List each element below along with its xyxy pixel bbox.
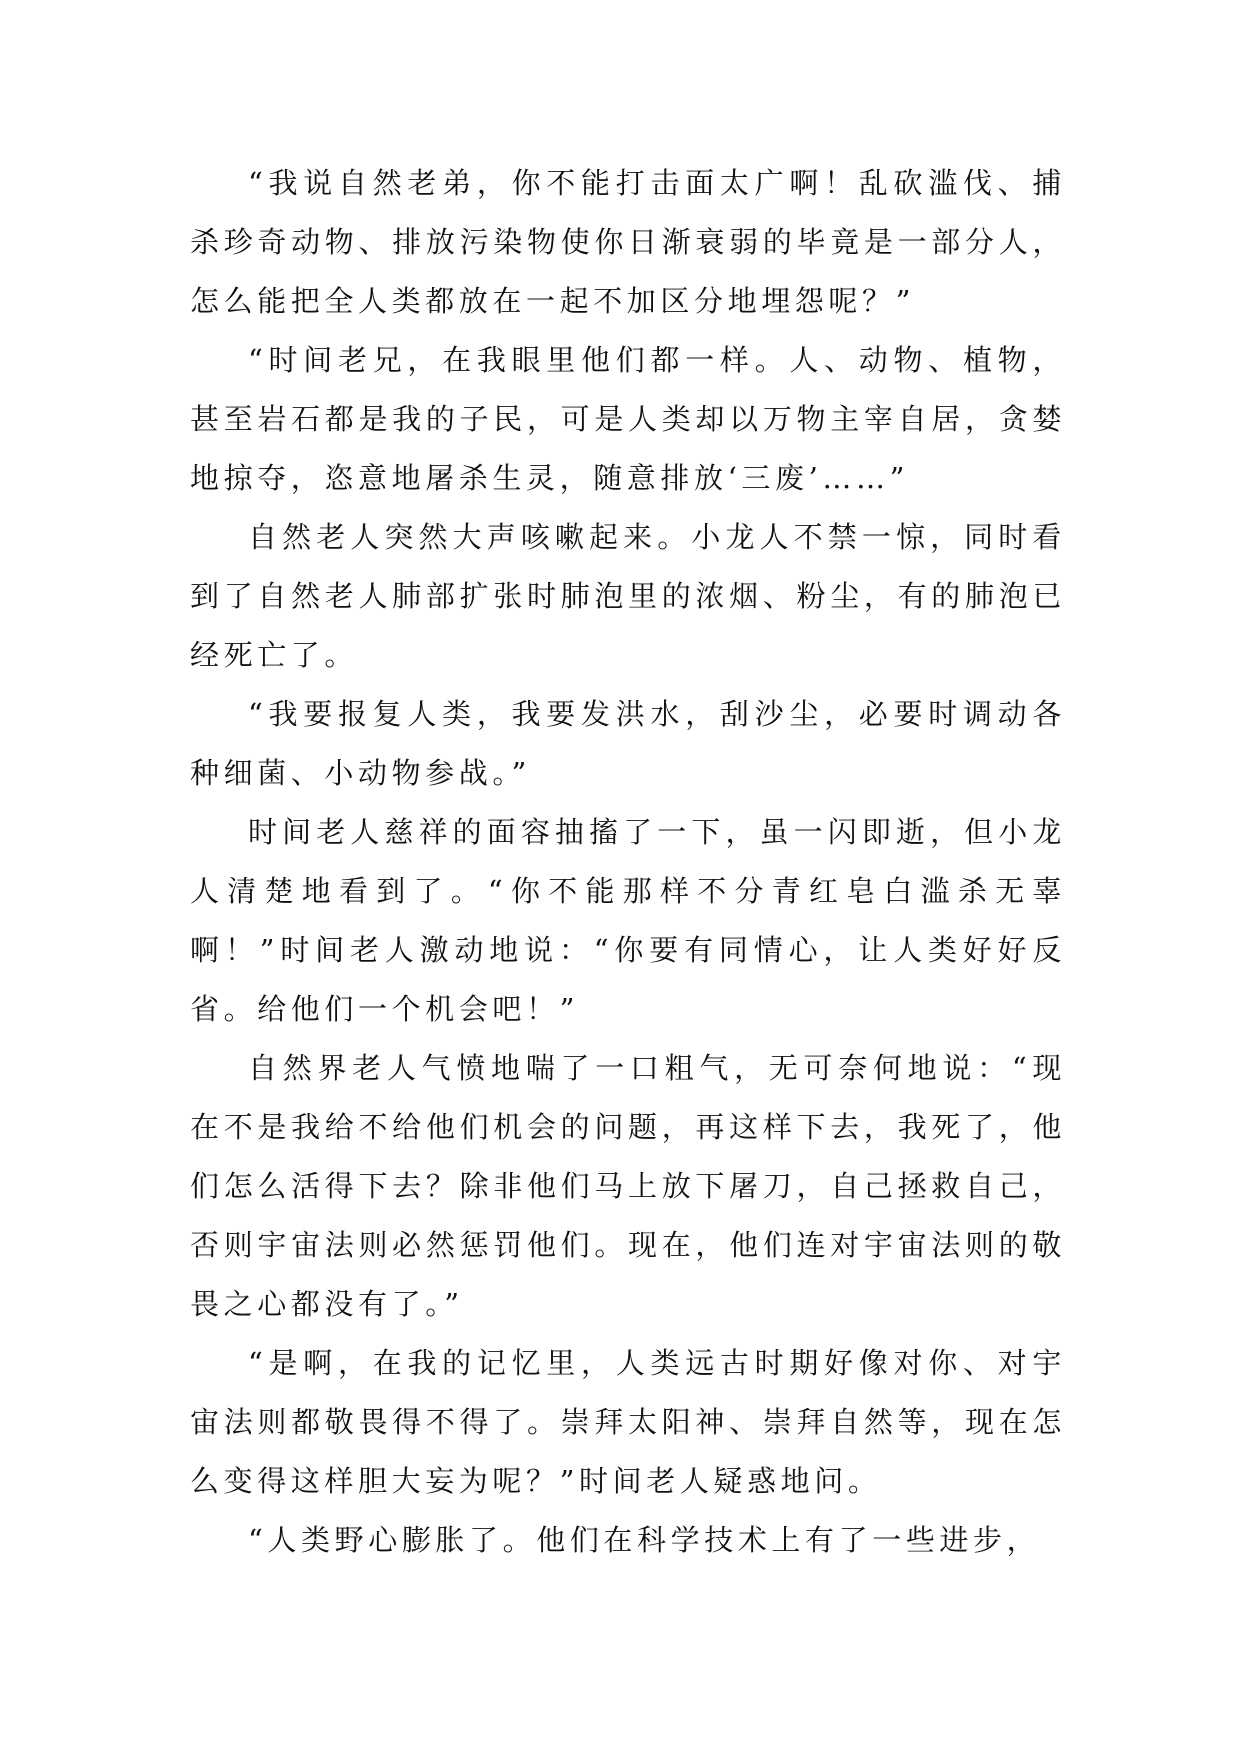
paragraph: 自然老人突然大声咳嗽起来。小龙人不禁一惊，同时看到了自然老人肺部扩张时肺泡里的浓烟、粉尘，有的肺泡已经死亡了。 — [190, 520, 1066, 672]
paragraph: “时间老兄，在我眼里他们都一样。人、动物、植物，甚至岩石都是我的子民，可是人类却以万物主宰自居，贪婪地掠夺，恣意地屠杀生灵，随意排放‘三废’……” — [190, 343, 1066, 495]
paragraph: “我要报复人类，我要发洪水，刮沙尘，必要时调动各种细菌、小动物参战。” — [190, 697, 1066, 790]
paragraph: 自然界老人气愤地喘了一口粗气，无可奈何地说：“现在不是我给不给他们机会的问题，再这样下去，我死了，他们怎么活得下去？除非他们马上放下屠刀，自己拯救自己，否则宇宙法则必然惩罚他们。现在，他们连对宇宙法则的敬畏之心都没有了。” — [190, 1051, 1066, 1321]
document-page — [190, 154, 1066, 1570]
paragraph: 时间老人慈祥的面容抽搐了一下，虽一闪即逝，但小龙人清楚地看到了。“你不能那样不分青红皂白滥杀无辜啊！”时间老人激动地说：“你要有同情心，让人类好好反省。给他们一个机会吧！” — [190, 815, 1066, 1026]
paragraph: “我说自然老弟，你不能打击面太广啊！乱砍滥伐、捕杀珍奇动物、排放污染物使你日渐衰弱的毕竟是一部分人，怎么能把全人类都放在一起不加区分地埋怨呢？” — [190, 166, 1066, 318]
paragraph: “是啊，在我的记忆里，人类远古时期好像对你、对宇宙法则都敬畏得不得了。崇拜太阳神、崇拜自然等，现在怎么变得这样胆大妄为呢？”时间老人疑惑地问。 — [190, 1346, 1066, 1498]
paragraph: “人类野心膨胀了。他们在科学技术上有了一些进步， — [248, 1523, 1041, 1557]
